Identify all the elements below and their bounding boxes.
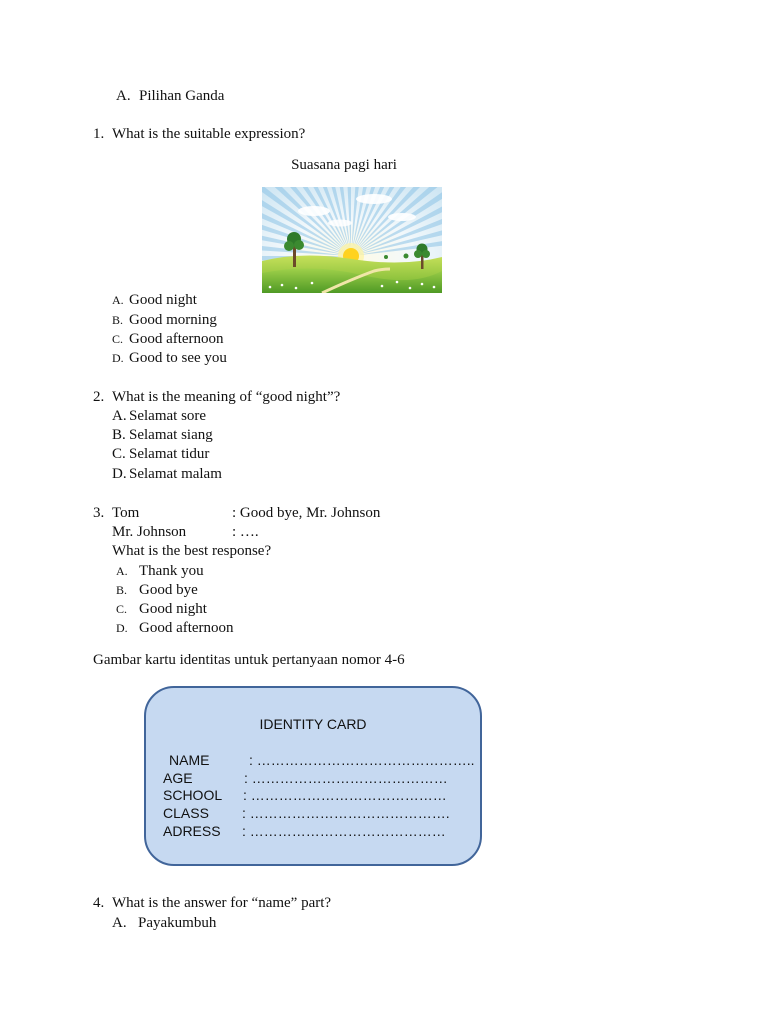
image-caption: Suasana pagi hari (291, 157, 397, 173)
question-text: What is the answer for “name” part? (112, 895, 332, 911)
flower (381, 285, 384, 288)
question-number: 2. (93, 389, 105, 405)
tree-crown (294, 240, 304, 250)
section-title: Pilihan Ganda (139, 88, 225, 104)
cloud (356, 194, 392, 204)
section-label: A. (116, 88, 131, 104)
field-value: : …………………………………… (244, 770, 448, 786)
option-row (112, 330, 224, 348)
small-tree (404, 254, 409, 259)
field-value: : …………………………………… (243, 787, 447, 803)
dialogue-line: : Good bye, Mr. Johnson (232, 505, 381, 521)
dialogue-speaker: Mr. Johnson (112, 524, 187, 540)
option-row (112, 445, 209, 463)
question-4 (93, 894, 331, 912)
flower (396, 281, 399, 284)
section-heading (116, 87, 224, 105)
option-label: A. (112, 408, 127, 424)
flower (433, 286, 436, 289)
question-1 (93, 125, 305, 143)
option-row (112, 349, 227, 367)
question-number: 4. (93, 895, 105, 911)
option-label: A. (112, 915, 127, 931)
cloud (298, 206, 330, 216)
option-label: D. (112, 351, 124, 365)
option-text: Selamat malam (129, 466, 222, 482)
dialogue-speaker: Tom (112, 505, 140, 521)
option-row (116, 619, 234, 637)
option-row (112, 465, 222, 483)
question-text: What is the suitable expression? (112, 126, 306, 142)
tree-crown (414, 250, 422, 258)
option-text: Good afternoon (139, 620, 234, 636)
option-text: Selamat tidur (129, 446, 210, 462)
option-label: A. (116, 564, 128, 578)
question-3 (93, 504, 139, 522)
option-text: Thank you (139, 563, 204, 579)
cloud (388, 213, 416, 221)
option-label: C. (112, 446, 126, 462)
option-text: Selamat siang (129, 427, 213, 443)
option-row (112, 914, 216, 932)
question-2 (93, 388, 340, 406)
question-text: What is the best response? (112, 543, 272, 559)
option-text: Payakumbuh (138, 915, 217, 931)
option-label: D. (112, 466, 127, 482)
option-label: B. (112, 427, 126, 443)
question-text: What is the meaning of “good night”? (112, 389, 341, 405)
option-text: Good morning (129, 312, 217, 328)
option-text: Good afternoon (129, 331, 224, 347)
option-text: Selamat sore (129, 408, 207, 424)
option-row (112, 311, 217, 329)
field-label: CLASS (163, 805, 209, 821)
field-label: SCHOOL (163, 787, 223, 803)
option-text: Good to see you (129, 350, 227, 366)
dialogue-line: : …. (232, 524, 259, 540)
flower (295, 287, 298, 290)
identity-card-title: IDENTITY CARD (259, 716, 367, 732)
option-text: Good bye (139, 582, 198, 598)
flower (409, 287, 412, 290)
option-label: B. (112, 313, 124, 327)
option-row (112, 407, 206, 425)
field-label: NAME (169, 752, 210, 768)
morning-landscape-image (262, 187, 442, 293)
option-label: A. (112, 293, 124, 307)
flower (421, 283, 424, 286)
cloud (328, 220, 352, 227)
option-text: Good night (139, 601, 207, 617)
option-row (116, 600, 207, 618)
field-value: : ……………………………………. (242, 805, 450, 821)
card-intro: Gambar kartu identitas untuk pertanyaan nomor 4-6 (93, 652, 405, 668)
flower (269, 286, 272, 289)
option-text: Good night (129, 292, 197, 308)
field-label: AGE (163, 770, 193, 786)
option-row (116, 581, 198, 599)
field-label: ADRESS (163, 823, 221, 839)
small-tree (384, 255, 388, 259)
option-row (112, 291, 197, 309)
option-label: B. (116, 583, 128, 597)
option-row (112, 426, 213, 444)
question-number: 3. (93, 505, 105, 521)
flower (281, 284, 284, 287)
field-value: : …………………………………… (242, 823, 446, 839)
tree-crown (422, 250, 430, 258)
question-number: 1. (93, 126, 105, 142)
identity-card (144, 686, 482, 866)
flower (311, 282, 314, 285)
option-label: C. (116, 602, 128, 616)
tree-crown (284, 241, 294, 251)
option-label: C. (112, 332, 124, 346)
option-label: D. (116, 621, 128, 635)
option-row (116, 562, 204, 580)
field-value: : ……………………………………….. (249, 752, 475, 768)
